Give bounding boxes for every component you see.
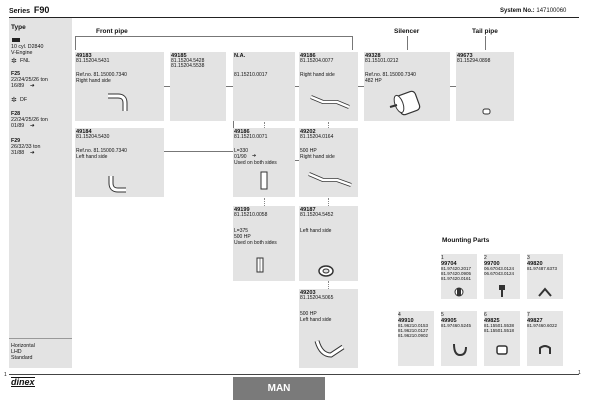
part-line-1: 500 HP [300,148,317,154]
arrow-right-icon: ➔ [30,83,35,89]
mounting-ref-2: 81.96210.0127 [398,328,429,333]
corner-mark-right: 1 [578,370,581,376]
series-value: F90 [33,5,50,15]
part-49187[interactable] [299,206,358,281]
part-49328[interactable] [364,52,450,121]
connector-line [164,151,233,152]
part-number: N.A. [234,53,246,59]
group-f25-line1: 22/24/25/26 ton [11,77,48,83]
mounting-part-99704[interactable] [441,254,477,299]
part-line-1: Ref.no. 81.15000.7340 [76,148,127,154]
part-49673[interactable] [456,52,514,121]
part-line-2: Right hand side [76,78,111,84]
mounting-ref-2: 06.67043.0124 [484,271,515,276]
mounting-index: 2 [484,255,487,261]
group-f29-line2: 31/88 [11,150,25,156]
part-line-1: Ref.no. 81.15000.7340 [365,72,416,78]
clamp-icon [317,264,335,278]
group-f28-line2: 01/89 [11,123,25,129]
front-pipe-tick-left [75,36,76,50]
dotted-connector [264,198,265,206]
part-line-2: 500 HP [234,234,251,240]
silencer-icon [388,87,428,117]
part-number: 49183 [76,53,92,59]
tail-pipe-icon [482,108,492,116]
mounting-part-49820[interactable] [527,254,563,299]
part-49185[interactable] [170,52,226,121]
df-label: DF [20,97,28,103]
part-line-2: Left hand side [76,154,108,160]
mounting-ref-3: 81.96210.0902 [398,333,429,338]
mounting-ref-1: 81.97460.6022 [527,323,558,328]
silencer-header: Silencer [394,28,420,35]
arrow-right-icon: ➔ [252,153,257,159]
part-ref: 81.15204.5065 [300,295,334,301]
sidebar-divider [9,338,72,339]
footer-line-1: Horizontal [11,343,35,349]
elbow-pipe-icon [107,173,129,195]
bracket-icon [537,286,553,298]
corner-mark-left: 1 [4,372,7,378]
series-label: Series [9,8,31,15]
part-number: 49203 [300,290,316,296]
dotted-connector [328,122,329,128]
mounting-part-49827[interactable] [527,311,563,366]
part-line-2: Right hand side [300,154,335,160]
part-ref: 81.15210.0058 [234,212,268,218]
mounting-index: 4 [398,312,401,318]
group-f29-title: F29 [11,138,21,144]
mounting-number: 99704 [441,261,457,267]
dinex-logo: dinex [11,377,35,387]
connector-line [226,86,233,87]
tail-pipe-tick [485,36,486,50]
mounting-part-49905[interactable] [441,311,477,366]
part-49203[interactable] [299,289,358,368]
mounting-ref-1: 06.67043.0124 [484,266,515,271]
type-sidebar [9,18,72,368]
part-ref: 81.15204.0164 [300,134,334,140]
bolt-icon [496,284,508,298]
front-pipe-tick-right [352,36,353,50]
dotted-connector [328,281,329,289]
bolt-icon [453,286,465,298]
group-f25-line2: 16/89 [11,83,25,89]
system-label: System No.: [500,8,535,14]
mounting-number: 49827 [527,318,543,324]
mounting-index: 7 [527,312,530,318]
tail-pipe-header: Tail pipe [472,28,498,35]
mounting-ref-2: 81.15501.5518 [484,328,515,333]
gasket-icon [495,344,509,356]
mounting-index: 5 [441,312,444,318]
mounting-ref-1: 81.96210.0153 [398,323,429,328]
elbow-pipe-icon [105,92,131,114]
part-number: 49187 [300,207,316,213]
part-number: 49673 [457,53,473,59]
group-f28-title: F28 [11,111,21,117]
clamp-icon [538,344,552,356]
system-value: 147100060 [536,8,567,14]
part-line-1: Ref.no. 81.15000.7340 [76,72,127,78]
bent-pipe-icon [307,170,353,188]
mounting-number: 49905 [441,318,457,324]
mounting-number: 99700 [484,261,500,267]
brand-name: MAN [267,383,291,394]
group-f25-title: F25 [11,71,21,77]
part-ref: 81.15210.0071 [234,134,268,140]
part-number: 49186 [234,129,250,135]
bent-pipe-icon [309,92,353,110]
part-line-1: Left hand side [300,228,332,234]
part-49186-b[interactable] [233,128,295,197]
part-ref: 81.15204.5430 [76,134,110,140]
part-49202[interactable] [299,128,358,197]
part-number: 49186 [300,53,316,59]
part-49184[interactable] [75,128,164,197]
part-49183[interactable] [75,52,164,121]
mounting-ref-2: 81.97420.0905 [441,271,472,276]
engine-line-2: V-Engine [11,50,33,56]
mounting-ref-1: 81.97460.5245 [441,323,472,328]
group-f29-line1: 26/32/33 ton [11,144,41,150]
part-ref: 81.15101.0212 [365,58,399,64]
part-number: 49202 [300,129,316,135]
front-pipe-rule [75,36,352,37]
part-ref: 81.15204.0077 [300,58,334,64]
mounting-ref-3: 81.97420.0161 [441,276,472,281]
part-line-1: 500 HP [300,311,317,317]
part-49199[interactable] [233,206,295,281]
mounting-part-49910[interactable] [398,311,434,366]
truck-icon [12,38,20,42]
series-header [9,5,49,15]
part-ref: 81.15210.0017 [234,72,268,78]
footer-rule [9,374,579,375]
vertical-note [0,140,1,246]
type-label: Type [11,24,26,31]
dotted-connector [328,198,329,206]
footer-line-3: Standard [11,355,33,361]
part-line-3: Used on both sides [234,240,277,246]
system-number [500,8,566,14]
mounting-part-49825[interactable] [484,311,520,366]
part-line-2: Left hand side [300,317,332,323]
mounting-part-99700[interactable] [484,254,520,299]
part-number: 49199 [234,207,250,213]
mounting-number: 49910 [398,318,414,324]
bent-pipe-icon [313,335,347,361]
part-ref: 81.15294.0898 [457,58,491,64]
silencer-tick [407,36,408,50]
part-line-1: Right hand side [300,72,335,78]
part-49186[interactable] [299,52,358,121]
mounting-parts-header: Mounting Parts [442,237,490,244]
mounting-ref-1: 81.97487.6373 [527,266,558,271]
part-number: 49328 [365,53,381,59]
arrow-right-icon: ➔ [30,150,35,156]
hanger-icon [451,341,469,359]
part-ref: 81.15204.5428 [171,58,205,64]
part-line-1: L=330 [234,148,249,154]
engine-line-1: 10 cyl. D2840 [11,44,44,50]
dotted-connector [264,122,265,128]
footer-line-2: LHD [11,349,22,355]
part-ref: 81.15204.5452 [300,212,334,218]
arrow-right-icon: ➔ [30,123,35,129]
part-line-2: 482 HP [365,78,382,84]
mounting-index: 1 [441,255,444,261]
part-line-1: L=375 [234,228,249,234]
part-line-3: Used on both sides [234,160,277,166]
part-ref-2: 81.15204.5538 [171,63,205,69]
mounting-ref-1: 81.97420.2017 [441,266,472,271]
straight-pipe-icon [255,256,265,274]
group-f28-line1: 22/24/25/26 ton [11,117,48,123]
mounting-ref-1: 81.15501.5538 [484,323,515,328]
part-na[interactable] [233,52,295,121]
straight-pipe-icon [259,170,269,192]
part-ref: 81.15204.5431 [76,58,110,64]
mounting-index: 3 [527,255,530,261]
gear-icon: ✲ [11,97,17,104]
gear-icon: ✲ [11,58,17,65]
front-pipe-header: Front pipe [96,28,128,35]
mounting-index: 6 [484,312,487,318]
part-number: 49185 [171,53,187,59]
fnl-label: FNL [20,58,31,64]
part-line-2: 01/90 [234,154,247,160]
mounting-number: 49820 [527,261,543,267]
mounting-number: 49825 [484,318,500,324]
header-rule [9,17,579,18]
part-number: 49184 [76,129,92,135]
